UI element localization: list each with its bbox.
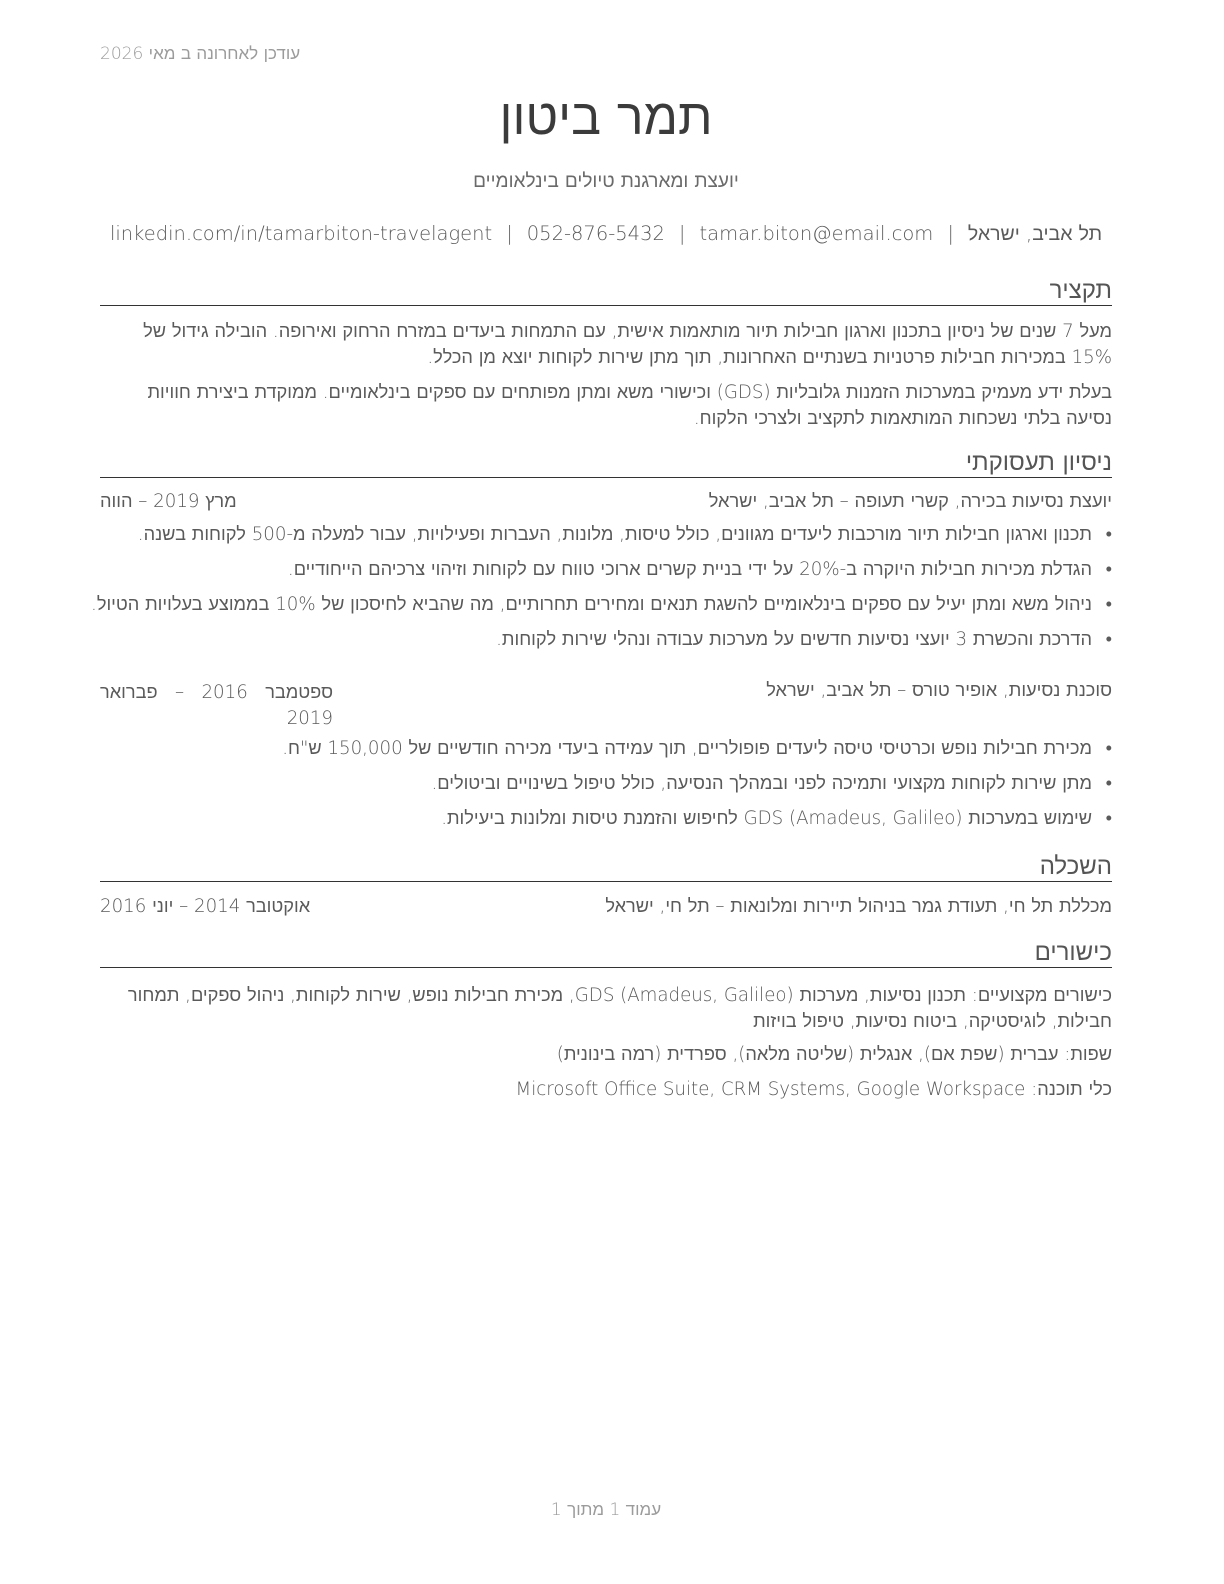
resume-page (91, 0, 1112, 1584)
skills-line: כישורים מקצועיים: תכנון נסיעות, מערכות GDS (Amadeus, Galileo), מכירת חבילות נופש, שירות לקוחות, ניהול ספקים, תמחור חבילות, לוגיסטיקה, ביטוח נסיעות, טיפול בויזות (127, 985, 1112, 1032)
education-entry (100, 896, 1112, 922)
job-bullet (91, 592, 1112, 618)
bullet-text: הדרכת והכשרת 3 יועצי נסיעות חדשים על מערכות עבודה ונהלי שירות לקוחות. (496, 629, 1092, 650)
bullet-text: ניהול משא ומתן יעיל עם ספקים בינלאומיים להשגת תנאים ומחירים תחרותיים, מה שהביא לחיסכון של 10% בממוצע בעלויות הטיול. (91, 594, 1092, 615)
section-title-experience: ניסיון תעסוקתי (100, 447, 1112, 478)
contact-email[interactable]: tamar.biton@email.com (699, 222, 934, 245)
contact-linkedin[interactable]: linkedin.com/in/tamarbiton-travelagent (109, 222, 493, 245)
job-dates: ספטמבר 2016 – פברואר 2019 (100, 682, 334, 729)
bullet-text: תכנון וארגון חבילות תיור מורכבות ליעדים מגוונים, כולל טיסות, מלונות, העברות ופעילויות, עבור למעלה מ-500 לקוחות בשנה. (137, 524, 1092, 545)
bullet-icon: • (1105, 594, 1112, 615)
bullet-icon: • (1105, 629, 1112, 650)
job-bullet (96, 736, 1112, 762)
candidate-name: תמר ביטון (499, 88, 713, 146)
job-bullet (96, 806, 1112, 832)
bullet-icon: • (1105, 773, 1112, 794)
job-title: יועצת נסיעות בכירה, קשרי תעופה – תל אביב, ישראל (708, 491, 1112, 512)
contact-separator: | (506, 222, 513, 245)
bullet-text: הגדלת מכירות חבילות היוקרה ב-20% על ידי בניית קשרים ארוכי טווח עם לקוחות וזיהוי צרכיהם הייחודיים. (287, 559, 1092, 580)
job-dates: מרץ 2019 – הווה (100, 491, 237, 512)
section-title-skills: כישורים (100, 937, 1112, 968)
last-updated: עודכן לאחרונה ב מאי 2026 (100, 44, 301, 64)
candidate-title: יועצת ומארגנת טיולים בינלאומיים (473, 170, 739, 192)
education-dates: אוקטובר 2014 – יוני 2016 (100, 896, 311, 917)
section-title-summary: תקציר (100, 275, 1112, 306)
job-bullet (96, 771, 1112, 797)
contact-location: תל אביב, ישראל (967, 222, 1103, 245)
page-number: עמוד 1 מתוך 1 (550, 1500, 662, 1520)
bullet-text: מכירת חבילות נופש וכרטיסי טיסה ליעדים פופולריים, תוך עמידה ביעדי מכירה חודשיים של 150,000 ש"ח. (282, 738, 1092, 759)
section-title-education: השכלה (100, 851, 1112, 882)
skills-line: כלי תוכנה: Microsoft Office Suite, CRM Systems, Google Workspace (515, 1079, 1112, 1100)
bullet-icon: • (1105, 808, 1112, 829)
contact-separator: | (947, 222, 954, 245)
job-header (100, 491, 1112, 517)
contact-phone[interactable]: 052-876-5432 (526, 222, 665, 245)
skills-line: שפות: עברית (שפת אם), אנגלית (שליטה מלאה), ספרדית (רמה בינונית) (556, 1044, 1112, 1065)
job-bullet (96, 557, 1112, 583)
job-title: סוכנת נסיעות, אופיר טורס – תל אביב, ישראל (766, 680, 1112, 701)
job-bullet (96, 627, 1112, 653)
job-bullet (96, 522, 1112, 548)
bullet-text: שימוש במערכות GDS (Amadeus, Galileo) לחיפוש והזמנת טיסות ומלונות ביעילות. (441, 808, 1092, 829)
contact-line (100, 222, 1112, 246)
bullet-icon: • (1105, 738, 1112, 759)
summary-paragraph: מעל 7 שנים של ניסיון בתכנון וארגון חבילות תיור מותאמות אישית, עם התמחות ביעדים במזרח הרחוק ואירופה. הובילה גידול של 15% במכירות חבילות פרטניות בשנתיים האחרונות, תוך מתן שירות לקוחות יוצא מן הכלל. (143, 321, 1112, 368)
job-header (100, 680, 1112, 732)
education-title: מכללת תל חי, תעודת גמר בניהול תיירות ומלונאות – תל חי, ישראל (605, 896, 1112, 917)
summary-paragraph: בעלת ידע מעמיק במערכות הזמנות גלובליות (GDS) וכישורי משא ומתן מפותחים עם ספקים בינלאומיים. ממוקדת ביצירת חוויות נסיעה בלתי נשכחות המותאמות לתקציב ולצרכי הלקוח. (147, 382, 1112, 429)
bullet-text: מתן שירות לקוחות מקצועי ותמיכה לפני ובמהלך הנסיעה, כולל טיפול בשינויים וביטולים. (431, 773, 1092, 794)
contact-separator: | (678, 222, 686, 245)
bullet-icon: • (1105, 524, 1112, 545)
bullet-icon: • (1105, 559, 1112, 580)
